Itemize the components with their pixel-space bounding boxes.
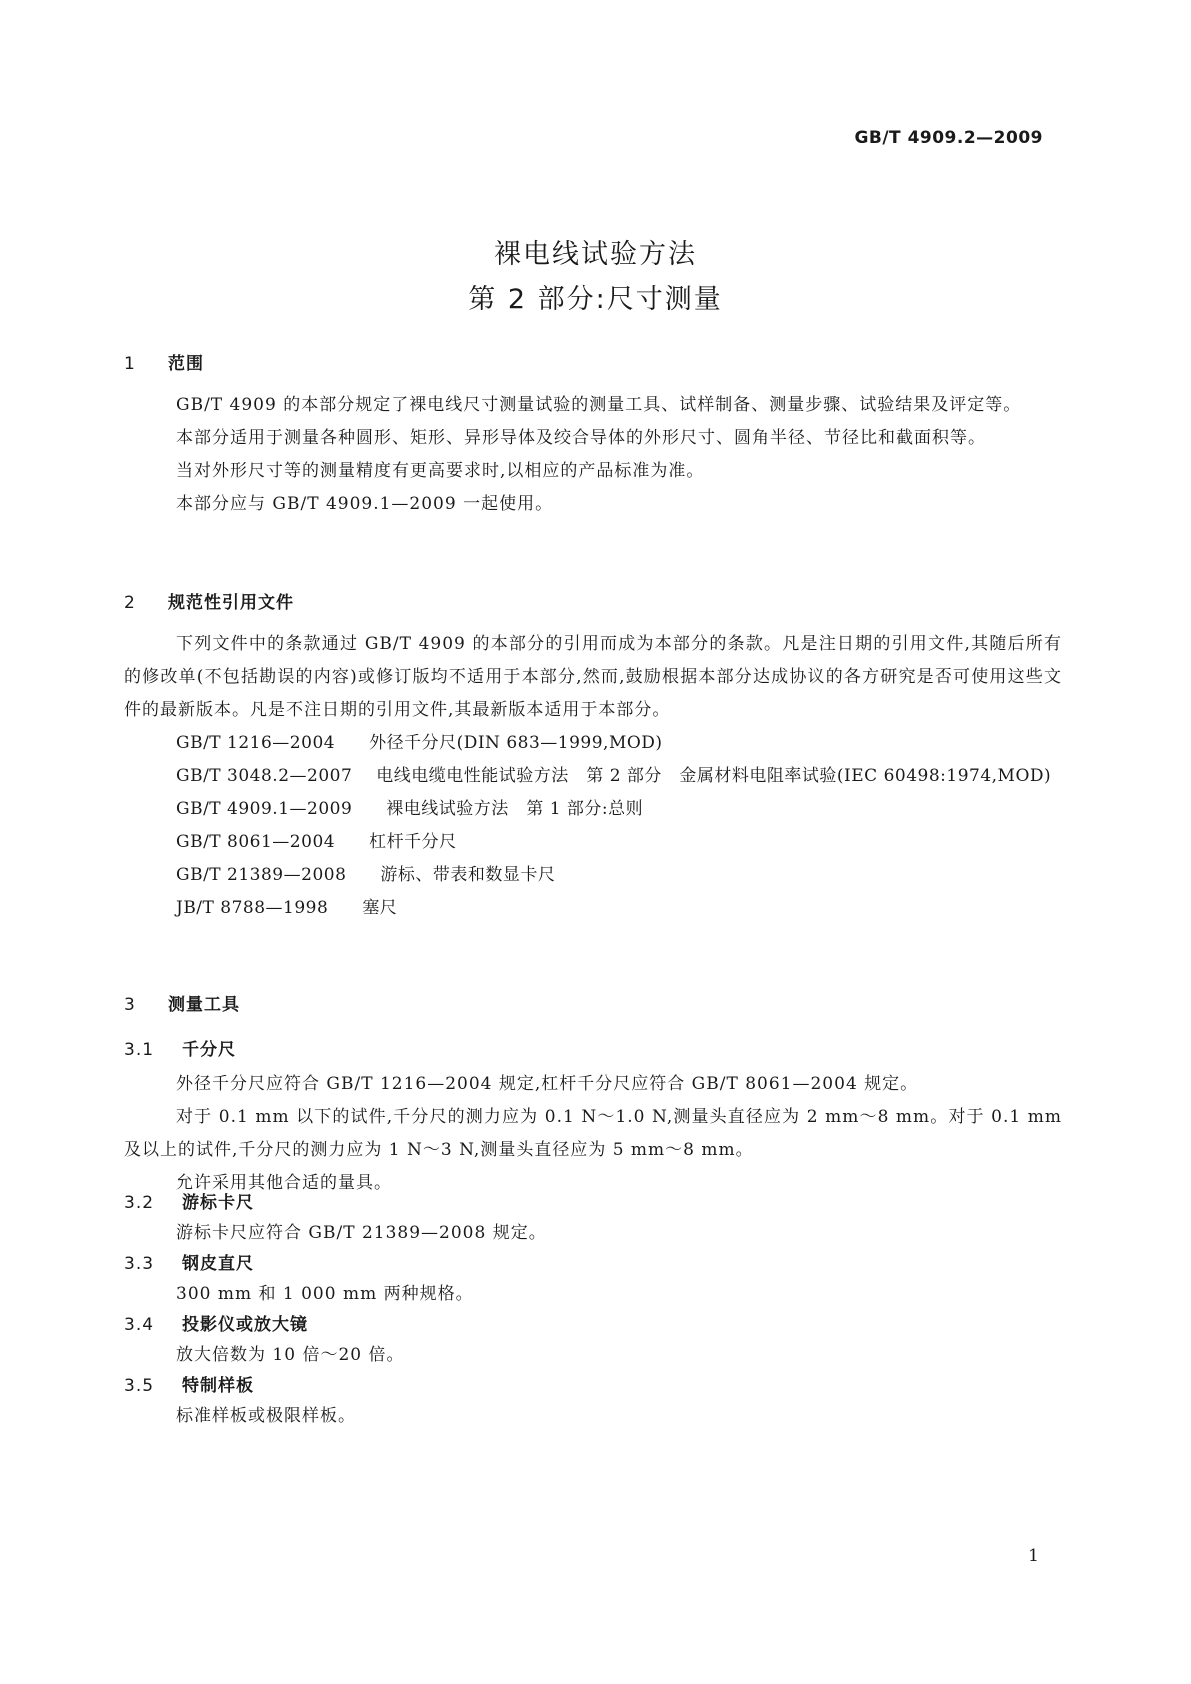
subsection-3-1: [124, 1035, 1062, 1200]
paragraph: 本部分适用于测量各种圆形、矩形、异形导体及绞合导体的外形尺寸、圆角半径、节径比和截面积等。: [176, 428, 986, 448]
section-number: 1: [124, 354, 136, 374]
reference-title: 塞尺: [362, 898, 398, 918]
reference-code: GB/T 4909.1—2009: [176, 799, 353, 819]
section-3-heading: [124, 990, 1062, 1015]
paragraph: 300 mm 和 1 000 mm 两种规格。: [176, 1284, 474, 1304]
section-2-body: [124, 628, 1062, 925]
document-title: 裸电线试验方法: [494, 239, 697, 270]
document-subtitle: 第 2 部分:尺寸测量: [468, 284, 723, 315]
subsection-title: 钢皮直尺: [182, 1254, 254, 1274]
subsection-3-2: [124, 1188, 1062, 1250]
section-title: 规范性引用文件: [168, 593, 294, 613]
subsection-number: 3.2: [124, 1193, 155, 1213]
paragraph: 对于 0.1 mm 以下的试件,千分尺的测力应为 0.1 N～1.0 N,测量头直径应为 2 mm～8 mm。对于 0.1 mm 及以上的试件,千分尺的测力应为 1 N～3 N,测量头直径应为 5 mm～8 mm。: [124, 1107, 1062, 1160]
reference-code: GB/T 8061—2004: [176, 832, 336, 852]
reference-title: 游标、带表和数显卡尺: [380, 865, 556, 885]
reference-item: [124, 859, 1062, 892]
subsection-3-5: [124, 1371, 1062, 1433]
section-title: 范围: [168, 354, 204, 374]
page-number: 1: [1028, 1546, 1039, 1566]
subsection-title: 投影仪或放大镜: [182, 1315, 308, 1335]
reference-item: [124, 727, 1062, 760]
paragraph: GB/T 4909 的本部分规定了裸电线尺寸测量试验的测量工具、试样制备、测量步骤、试验结果及评定等。: [176, 395, 1022, 415]
subsection-title: 游标卡尺: [182, 1193, 254, 1213]
reference-code: JB/T 8788—1998: [176, 898, 329, 918]
section-1-heading: [124, 349, 1062, 374]
section-2-heading: [124, 588, 1062, 613]
subsection-3-3: [124, 1249, 1062, 1311]
paragraph: 下列文件中的条款通过 GB/T 4909 的本部分的引用而成为本部分的条款。凡是注日期的引用文件,其随后所有的修改单(不包括勘误的内容)或修订版均不适用于本部分,然而,鼓励根据本部分达成协议的各方研究是否可使用这些文件的最新版本。凡是不注日期的引用文件,其最新版本适用于本部分。: [124, 634, 1062, 720]
paragraph: 外径千分尺应符合 GB/T 1216—2004 规定,杠杆千分尺应符合 GB/T 8061—2004 规定。: [176, 1074, 919, 1094]
subsection-title: 特制样板: [182, 1376, 254, 1396]
subsection-number: 3.4: [124, 1315, 155, 1335]
reference-item: [124, 793, 1062, 826]
paragraph: 本部分应与 GB/T 4909.1—2009 一起使用。: [176, 494, 554, 514]
paragraph: 放大倍数为 10 倍～20 倍。: [176, 1345, 405, 1365]
subsection-3-4: [124, 1310, 1062, 1372]
subsection-number: 3.1: [124, 1040, 155, 1060]
subsection-title: 千分尺: [182, 1040, 236, 1060]
reference-code: GB/T 3048.2—2007: [176, 766, 353, 786]
reference-title: 裸电线试验方法 第 1 部分:总则: [386, 799, 644, 819]
reference-title: 杠杆千分尺: [369, 832, 457, 852]
reference-title: 外径千分尺(DIN 683—1999,MOD): [369, 733, 663, 753]
reference-item: [124, 892, 1062, 925]
paragraph: 游标卡尺应符合 GB/T 21389—2008 规定。: [176, 1223, 547, 1243]
standard-code: GB/T 4909.2—2009: [854, 128, 1043, 148]
reference-title: 电线电缆电性能试验方法 第 2 部分 金属材料电阻率试验(IEC 60498:1974,MOD): [376, 766, 1052, 786]
reference-code: GB/T 21389—2008: [176, 865, 347, 885]
reference-item: [124, 826, 1062, 859]
subsection-number: 3.5: [124, 1376, 155, 1396]
paragraph: 允许采用其他合适的量具。: [176, 1173, 392, 1193]
paragraph: 当对外形尺寸等的测量精度有更高要求时,以相应的产品标准为准。: [176, 461, 705, 481]
section-1-body: [124, 389, 1062, 521]
section-title: 测量工具: [168, 995, 240, 1015]
section-number: 3: [124, 995, 136, 1015]
paragraph: 标准样板或极限样板。: [176, 1406, 356, 1426]
reference-item: [124, 760, 1062, 793]
reference-code: GB/T 1216—2004: [176, 733, 336, 753]
section-number: 2: [124, 593, 136, 613]
subsection-number: 3.3: [124, 1254, 155, 1274]
